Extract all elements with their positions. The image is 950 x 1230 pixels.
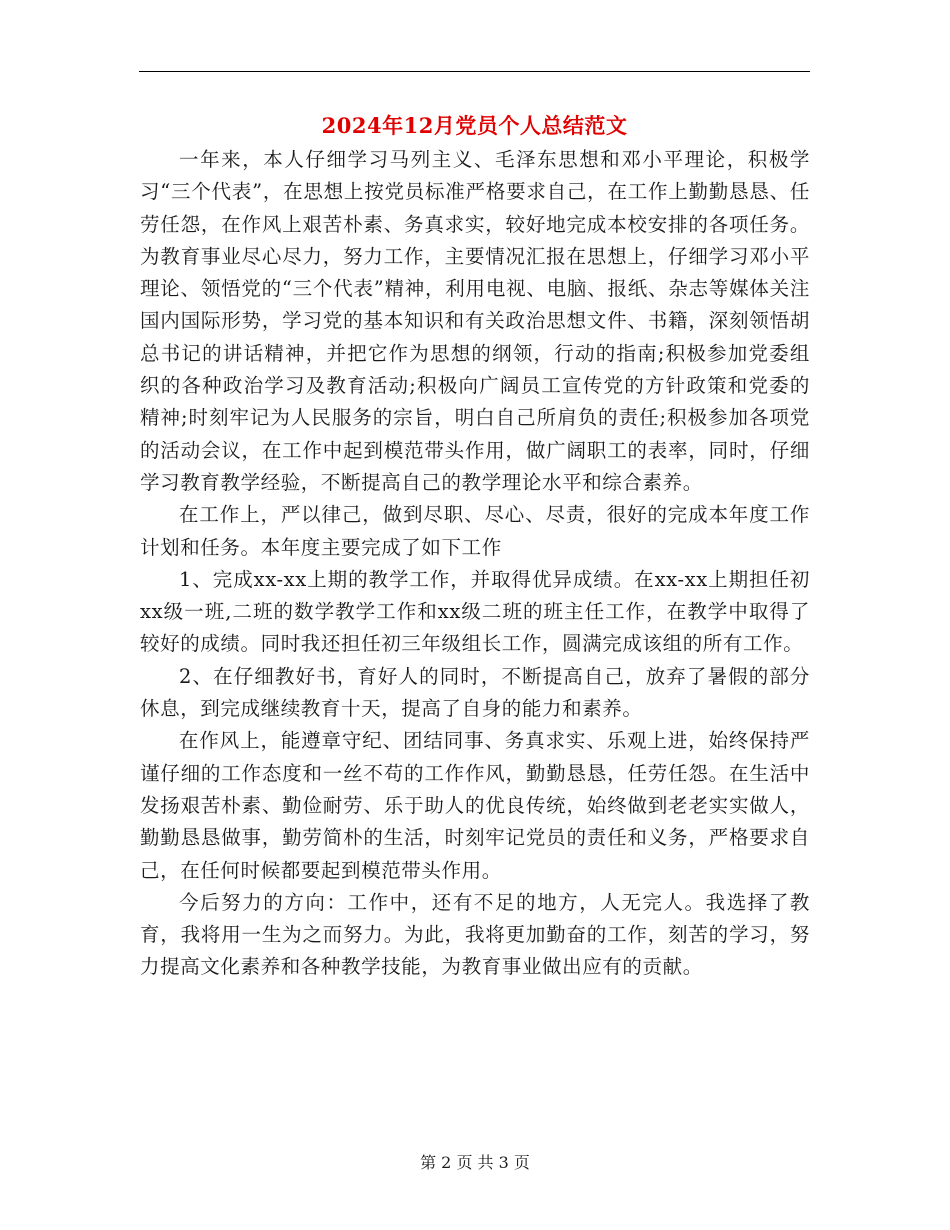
paragraph-item-2: 2、在仔细教好书，育好人的同时，不断提高自己，放弃了暑假的部分休息，到完成继续教育十天，提高了自身的能力和素养。 [140,664,810,721]
paragraph-work: 在工作上，严以律己，做到尽职、尽心、尽责，很好的完成本年度工作计划和任务。本年度主要完成了如下工作 [140,503,810,559]
paragraph-item-1: 1、完成xx-xx上期的教学工作，并取得优异成绩。在xx-xx上期担任初xx级一班,二班的数学教学工作和xx级二班的班主任工作，在教学中取得了较好的成绩。同时我还担任初三年级组长工作，圆满完成该组的所有工作。 [140,567,810,656]
page-footer [0,1150,950,1176]
header-rule [139,71,810,72]
page-number-label: 第 2 页 共 3 页 [420,1153,530,1172]
document-body [140,144,810,984]
paragraph-style: 在作风上，能遵章守纪、团结同事、务真求实、乐观上进，始终保持严谨仔细的工作态度和一丝不苟的工作作风，勤勤恳恳，任劳任怨。在生活中发扬艰苦朴素、勤俭耐劳、乐于助人的优良传统，始终做到老老实实做人，勤勤恳恳做事，勤劳简朴的生活，时刻牢记党员的责任和义务，严格要求自己，在任何时候都要起到模范带头作用。 [140,729,810,882]
paragraph-future: 今后努力的方向：工作中，还有不足的地方，人无完人。我选择了教育，我将用一生为之而努力。为此，我将更加勤奋的工作，刻苦的学习，努力提高文化素养和各种教学技能，为教育事业做出应有的贡献。 [140,890,810,979]
paragraph-intro: 一年来，本人仔细学习马列主义、毛泽东思想和邓小平理论，积极学习“三个代表”，在思想上按党员标准严格要求自己，在工作上勤勤恳恳、任劳任怨，在作风上艰苦朴素、务真求实，较好地完成本校安排的各项任务。为教育事业尽心尽力，努力工作，主要情况汇报在思想上，仔细学习邓小平理论、领悟党的“三个代表”精神，利用电视、电脑、报纸、杂志等媒体关注国内国际形势，学习党的基本知识和有关政治思想文件、书籍，深刻领悟胡总书记的讲话精神，并把它作为思想的纲领，行动的指南;积极参加党委组织的各种政治学习及教育活动;积极向广阔员工宣传党的方针政策和党委的精神;时刻牢记为人民服务的宗旨，明白自己所肩负的责任;积极参加各项党的活动会议，在工作中起到模范带头作用，做广阔职工的表率，同时，仔细学习教育教学经验，不断提高自己的教学理论水平和综合素养。 [140,148,810,494]
document-title: 2024年12月党员个人总结范文 [321,113,628,138]
